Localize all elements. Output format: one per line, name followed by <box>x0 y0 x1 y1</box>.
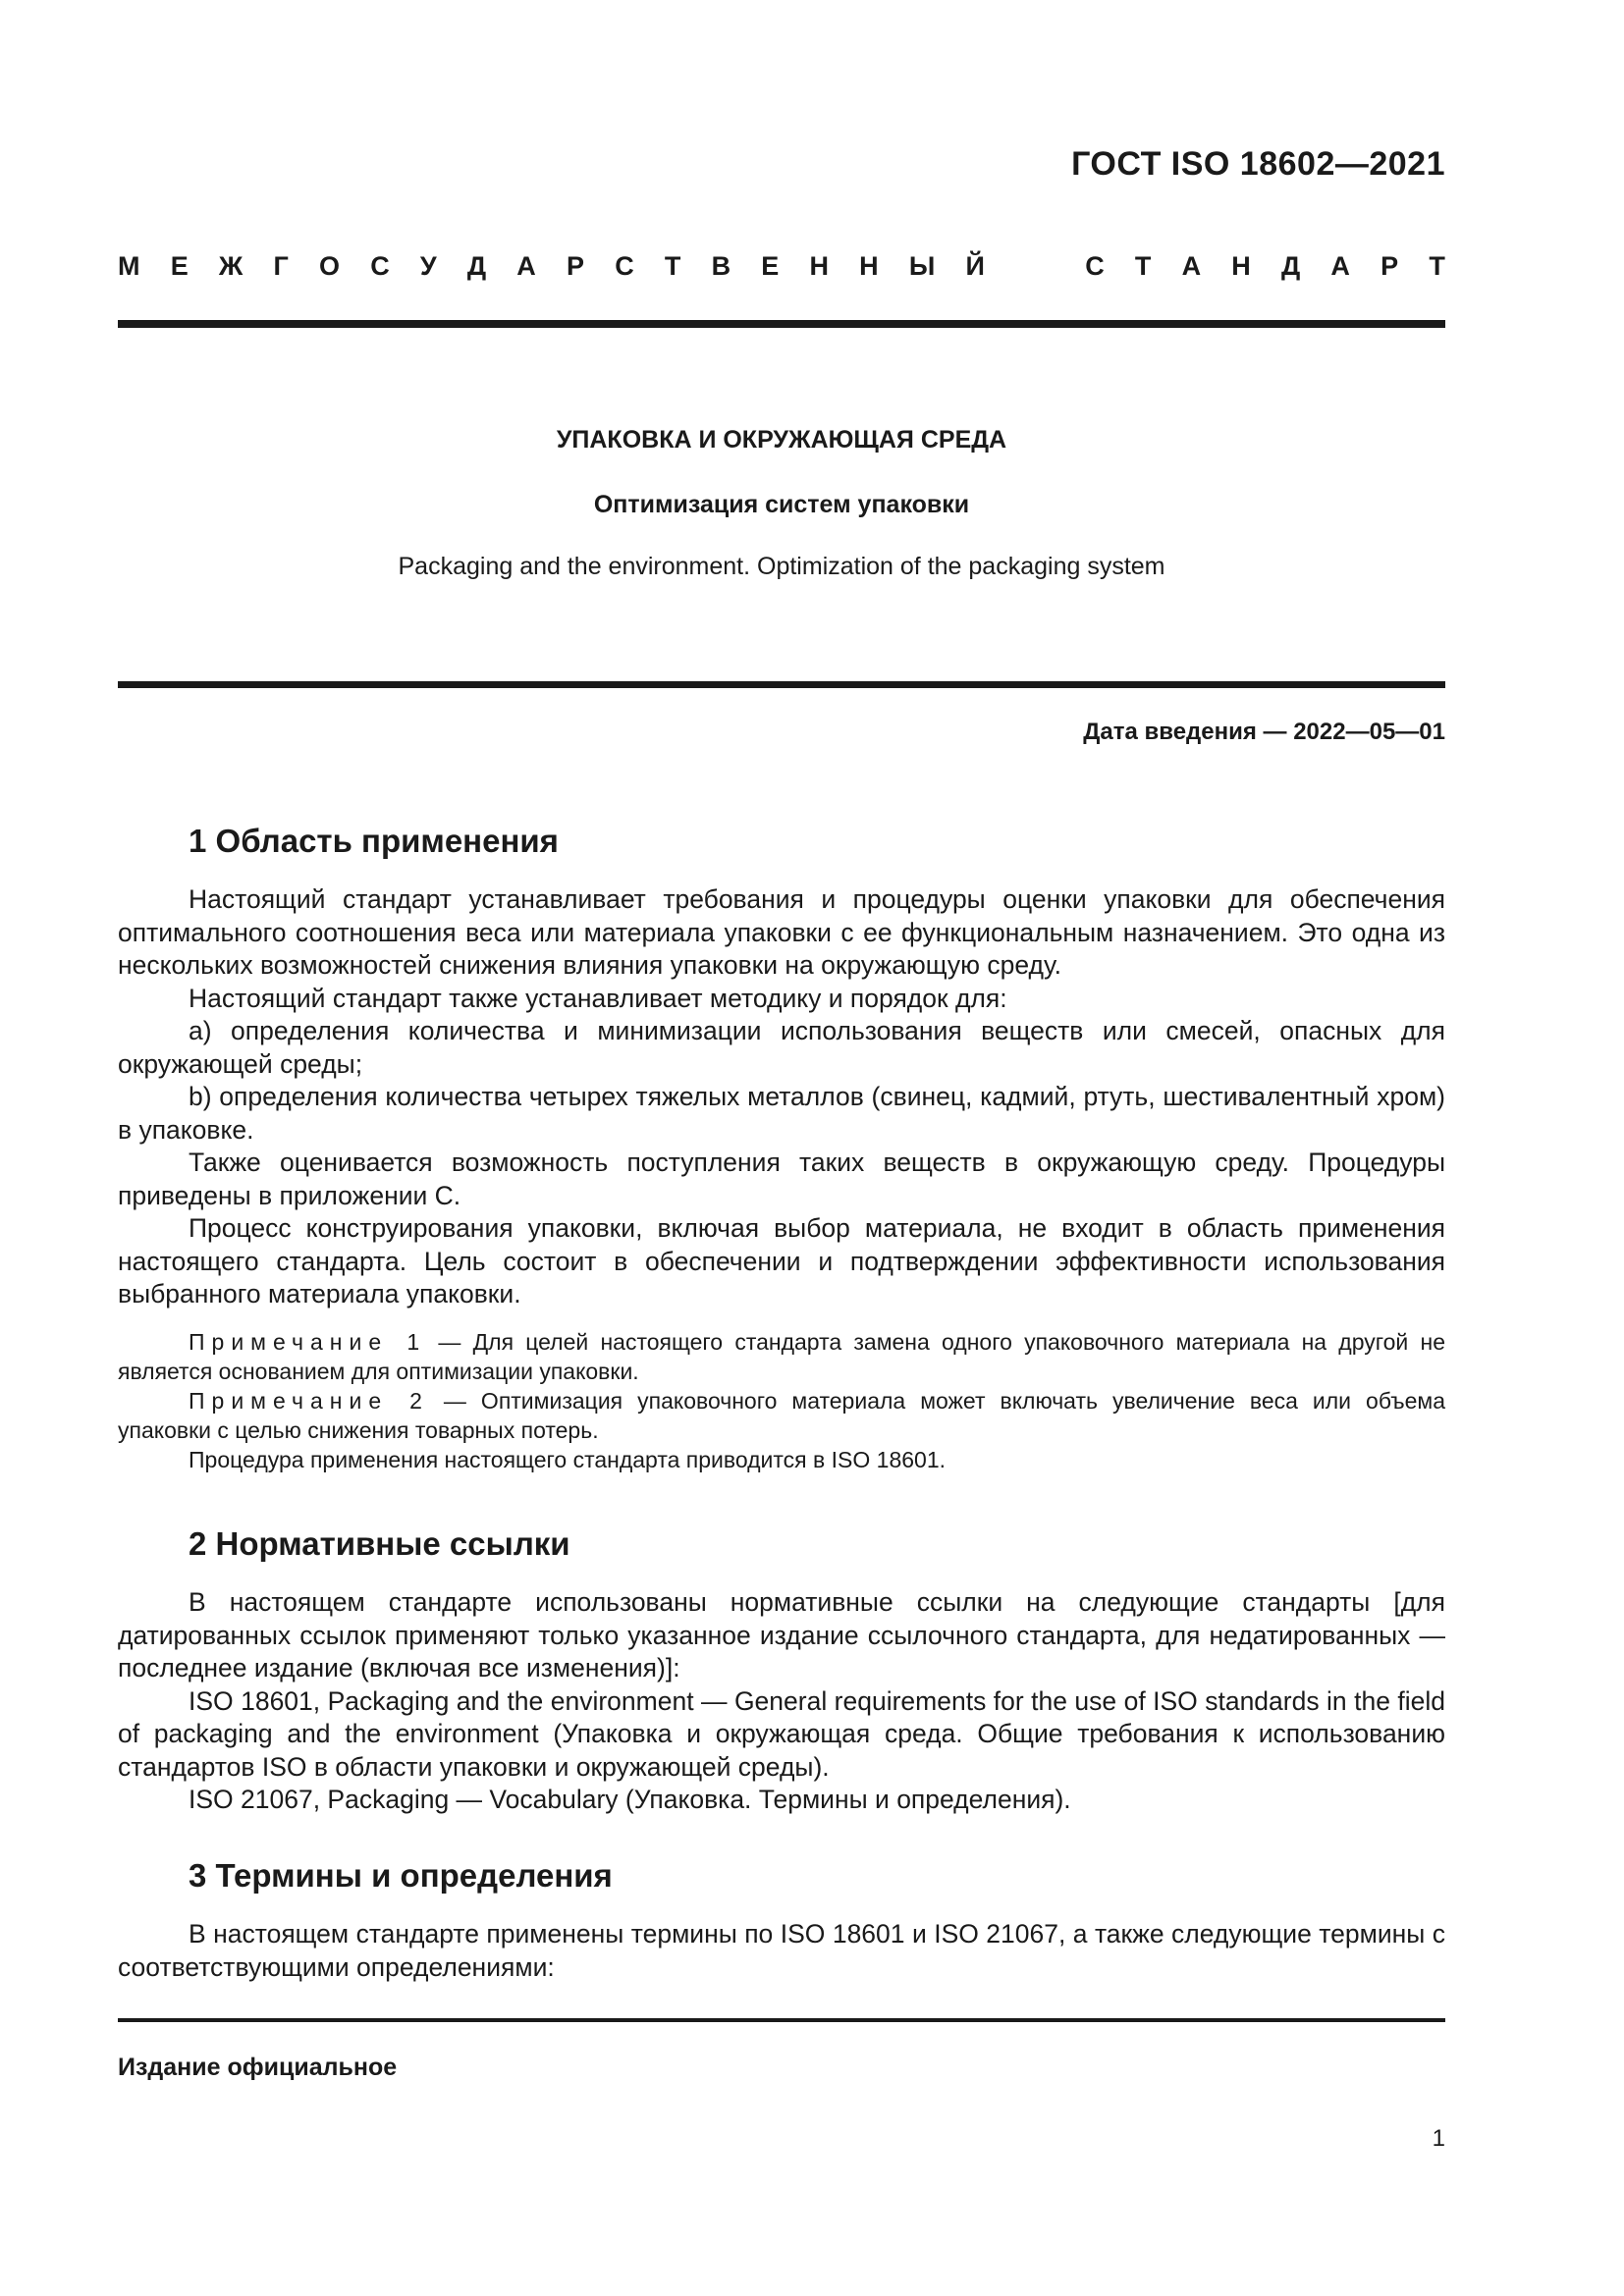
document-title-en: Packaging and the environment. Optimization of the packaging system <box>398 553 1165 580</box>
section-2-heading: 2 Нормативные ссылки <box>189 1525 570 1562</box>
banner-letter: У <box>419 251 437 281</box>
document-title-ru: УПАКОВКА И ОКРУЖАЮЩАЯ СРЕДА <box>556 426 1007 454</box>
footer-divider <box>118 2018 1445 2022</box>
banner-letter: Р <box>566 251 584 281</box>
document-page <box>118 0 1445 2296</box>
paragraph: ISO 21067, Packaging — Vocabulary (Упаковка. Термины и определения). <box>189 1785 1071 1814</box>
banner-letter: Т <box>1429 251 1445 281</box>
paragraph: ISO 18601, Packaging and the environment — General requirements for the use of ISO standards in the field of packaging and the environment (Упаковка и окружающая среда. Общие требования к использованию стандартов ISO в области упаковки и окружающей среды). <box>118 1685 1445 1782</box>
paragraph: В настоящем стандарте применены термины по ISO 18601 и ISO 21067, а также следующие термины с соответствующими определениями: <box>118 1919 1445 1982</box>
banner-letter: А <box>1181 251 1202 281</box>
banner-letter: В <box>711 251 731 281</box>
banner-letter: Е <box>761 251 780 281</box>
note-1 <box>118 1327 1445 1386</box>
note-2-label: Примечание 2 <box>189 1388 429 1414</box>
banner-letter: А <box>1330 251 1350 281</box>
section-3-body <box>118 1918 1445 1984</box>
banner-letter: Н <box>1231 251 1251 281</box>
banner-letter: Д <box>1280 251 1301 281</box>
banner-letter: Ы <box>908 251 936 281</box>
banner-letter: Р <box>1380 251 1399 281</box>
banner-letter: Й <box>965 251 985 281</box>
banner-letter: Г <box>273 251 289 281</box>
banner-letter: Н <box>859 251 879 281</box>
banner-letter: Д <box>466 251 487 281</box>
section-2-body <box>118 1586 1445 1817</box>
note-2 <box>118 1386 1445 1445</box>
paragraph: В настоящем стандарте использованы нормативные ссылки на следующие стандарты [для датированных ссылок применяют только указанное издание ссылочного стандарта, для недатированных — последнее издание (включая все изменения)]: <box>118 1587 1445 1682</box>
paragraph: b) определения количества четырех тяжелых металлов (свинец, кадмий, ртуть, шестивалентный хром) в упаковке. <box>118 1082 1445 1145</box>
banner-letter: А <box>516 251 536 281</box>
paragraph: Также оценивается возможность поступления таких веществ в окружающую среду. Процедуры приведены в приложении С. <box>118 1148 1445 1210</box>
paragraph: Процесс конструирования упаковки, включая выбор материала, не входит в область применения настоящего стандарта. Цель состоит в обеспечении и подтверждении эффективности использования выбранного материала упаковки. <box>118 1213 1445 1308</box>
paragraph: Настоящий стандарт устанавливает требования и процедуры оценки упаковки для обеспечения оптимального соотношения веса или материала упаковки с ее функциональным назначением. Это одна из нескольких возможностей снижения влияния упаковки на окружающую среду. <box>118 884 1445 980</box>
document-subtitle-ru: Оптимизация систем упаковки <box>593 491 970 518</box>
banner-letter: Е <box>170 251 189 281</box>
note-procedure: Процедура применения настоящего стандарта приводится в ISO 18601. <box>189 1447 946 1472</box>
introduction-date: Дата введения — 2022—05—01 <box>1083 719 1445 745</box>
header-divider <box>118 320 1445 328</box>
section-1-body <box>118 883 1445 1311</box>
paragraph: Настоящий стандарт также устанавливает методику и порядок для: <box>189 983 1007 1013</box>
banner-letter: Ж <box>218 251 244 281</box>
section-3-heading: 3 Термины и определения <box>189 1857 613 1894</box>
banner-letter: С <box>370 251 390 281</box>
note-1-label: Примечание 1 <box>189 1329 427 1355</box>
banner-letter: М <box>118 251 140 281</box>
page-number: 1 <box>1432 2125 1445 2152</box>
banner-letter: С <box>615 251 634 281</box>
note-1-text: — Для целей настоящего стандарта замена одного упаковочного материала на другой не является основанием для оптимизации упаковки. <box>118 1329 1445 1384</box>
interstate-standard-banner <box>118 251 1445 282</box>
section-1-heading: 1 Область применения <box>189 823 559 859</box>
banner-word-gap <box>1015 251 1055 282</box>
banner-letter: С <box>1085 251 1105 281</box>
banner-letter: Н <box>809 251 829 281</box>
official-edition-label: Издание официальное <box>118 2054 398 2081</box>
note-2-text: — Оптимизация упаковочного материала может включать увеличение веса или объема упаковки с целью снижения товарных потерь. <box>118 1388 1445 1443</box>
title-divider <box>118 681 1445 688</box>
banner-letter: О <box>318 251 340 281</box>
paragraph: а) определения количества и минимизации использования веществ или смесей, опасных для окружающей среды; <box>118 1016 1445 1079</box>
document-number: ГОСТ ISO 18602—2021 <box>1071 145 1445 183</box>
section-1-notes <box>118 1327 1445 1474</box>
banner-letter: Т <box>664 251 681 281</box>
banner-letter: Т <box>1134 251 1152 281</box>
